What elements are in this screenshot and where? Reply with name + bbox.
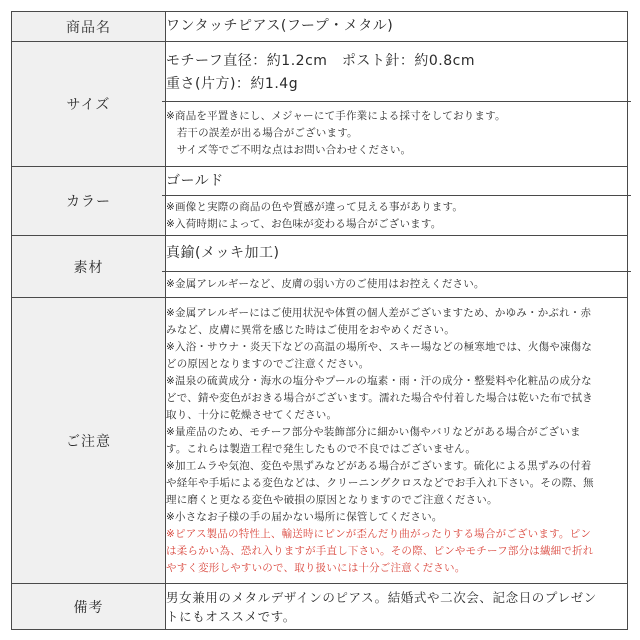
size-weight: 重さ(片方)：約1.4g [166, 75, 299, 92]
product-name-label: 商品名 [12, 12, 166, 42]
row-caution [12, 298, 628, 584]
row-material [12, 236, 628, 298]
row-remarks [12, 584, 628, 630]
row-size [12, 42, 628, 167]
size-value-cell [166, 42, 628, 167]
row-color [12, 167, 628, 236]
size-note: ※商品を平置きにし、メジャーにて手作業による採寸をしております。 若干の誤差が出る場合がございます。 サイズ等でご不明な点はお問い合わせください。 [162, 101, 631, 165]
color-label: カラー [12, 167, 166, 236]
size-dimensions: モチーフ直径：約1.2cm ポスト針：約0.8cm [166, 52, 475, 69]
material-value-cell [166, 236, 628, 298]
caution-warning: ※ピアス製品の特性上、輸送時にピンが歪んだり曲がったりする場合がございます。ピン は柔らかい為、恐れ入りますが手直し下さい。その際、ピンやモチーフ部分は繊細で折れ やすく変形しやすいので、取り扱いには十分ご注意ください。 [166, 527, 594, 574]
remarks-label: 備考 [12, 584, 166, 630]
size-main [166, 44, 627, 101]
product-spec-table [11, 11, 628, 630]
caution-value-cell [166, 298, 628, 584]
product-name-value: ワンタッチピアス(フープ・メタル) [166, 12, 628, 42]
material-label: 素材 [12, 236, 166, 298]
color-value: ゴールド [166, 172, 224, 189]
size-label: サイズ [12, 42, 166, 167]
material-value: 真鍮(メッキ加工) [166, 244, 280, 261]
remarks-value: 男女兼用のメタルデザインのピアス。結婚式や二次会、記念日のプレゼン トにもオススメです。 [166, 584, 628, 630]
caution-notes: ※金属アレルギーにはご使用状況や体質の個人差がございますため、かゆみ・かぶれ・赤 みなど、皮膚に異常を感じた時はご使用をおやめください。 ※入浴・サウナ・炎天下などの高温の場所や、スキー場などの極寒地では、火傷や凍傷な どの原因となりますのでご注意ください。 ※温泉の硫黄成分・海水の塩分やプールの塩素・雨・汗の成分・整髪料や化粧品の成分な どで、錆や変色がおきる場合がございます。濡れた場合や付着した場合は乾いた布で拭き 取り、十分に乾燥させてください。 ※量産品のため、モチーフ部分や装飾部分に細かい傷やバリなどがある場合がございま す。これらは製造工程で発生したもので不良ではございません。 ※加工ムラや気泡、変色や黒ずみなどがある場合がございます。硫化による黒ずみの付着 や経年や手垢による変色などは、クリーニングクロスなどでお手入れ下さい。その際、無 理に磨くと更なる変色や破損の原因となりますのでご注意ください。 ※小さなお子様の手の届かない場所に保管してください。 [166, 306, 594, 523]
caution-label: ご注意 [12, 298, 166, 584]
color-note: ※画像と実際の商品の色や質感が違って見える事があります。 ※入荷時期によって、お色味が変わる場合がございます。 [162, 195, 631, 235]
material-note: ※金属アレルギーなど、皮膚の弱い方のご使用はお控えください。 [162, 271, 631, 297]
color-value-cell [166, 167, 628, 236]
row-product-name [12, 12, 628, 42]
